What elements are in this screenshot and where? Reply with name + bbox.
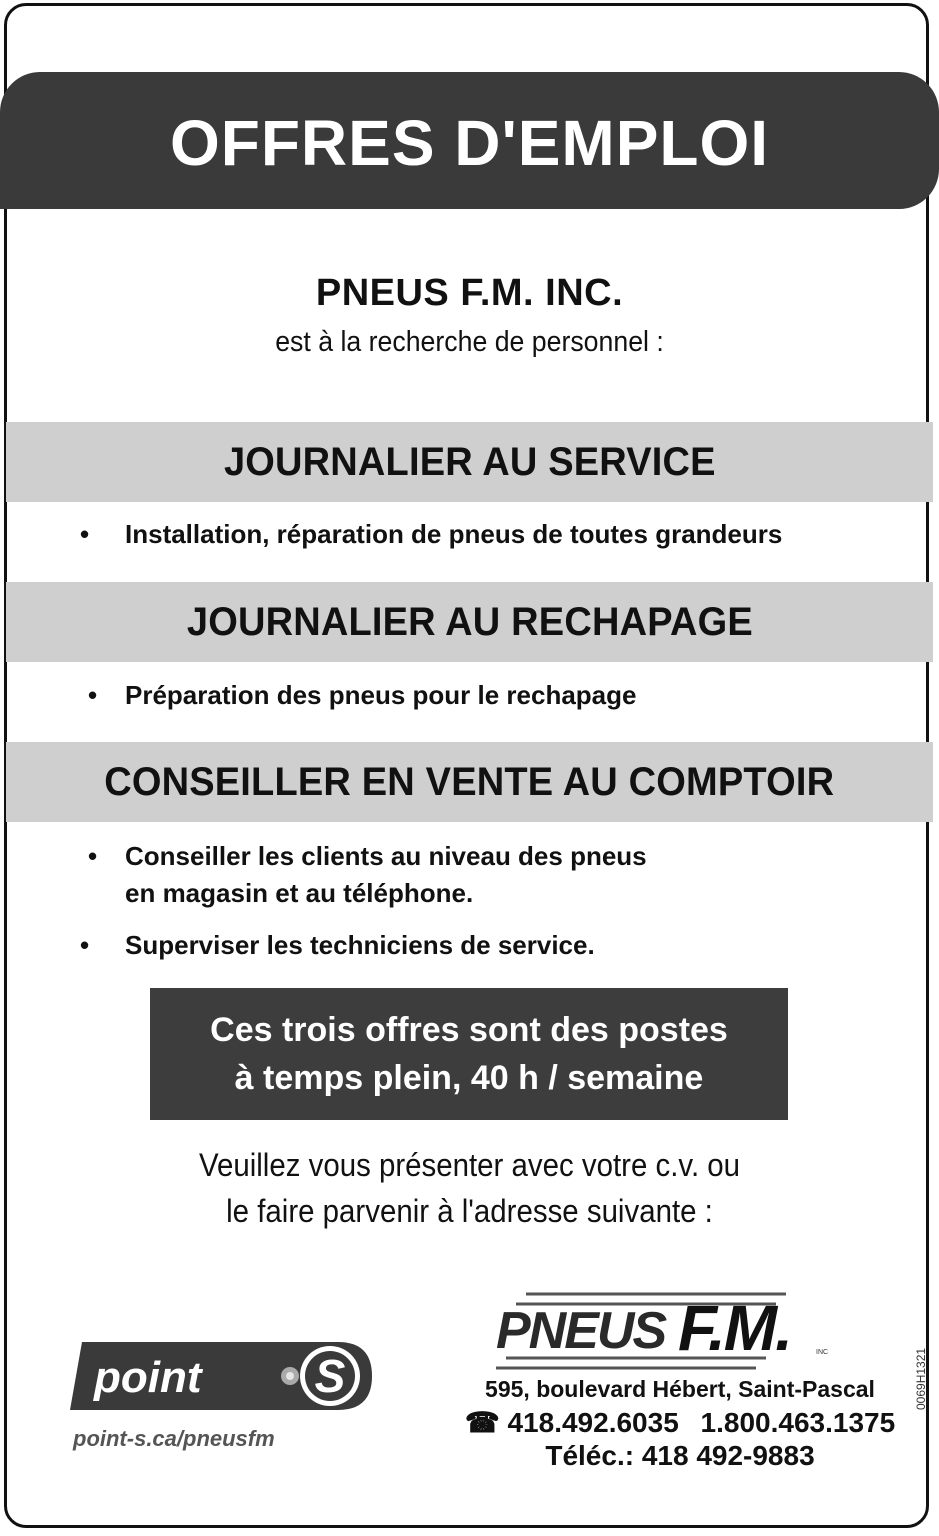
bullet-line: Préparation des pneus pour le rechapage	[125, 680, 637, 710]
fm-inc-mark: INC	[816, 1349, 829, 1356]
position-header-comptoir	[6, 742, 933, 822]
bullet-line: Conseiller les clients au niveau des pneus	[125, 841, 647, 871]
ad-reference-code: 0069H1321	[914, 1347, 928, 1410]
notice-line-1: Ces trois offres sont des postes	[210, 1011, 728, 1049]
phone-icon: ☎	[464, 1407, 500, 1438]
bullet-line: Superviser les techniciens de service.	[125, 930, 595, 960]
page-title: OFFRES D'EMPLOI	[169, 106, 770, 179]
point-s-mark: S	[314, 1350, 346, 1402]
notice-line-2: à temps plein, 40 h / semaine	[234, 1059, 704, 1097]
fm-wordmark: F.M.	[678, 1292, 791, 1364]
header-band	[0, 72, 939, 209]
bullet-icon: •	[80, 930, 90, 960]
company-name: PNEUS F.M. INC.	[315, 272, 624, 314]
company-tagline: est à la recherche de personnel :	[275, 326, 664, 358]
position-title: JOURNALIER AU RECHAPAGE	[186, 599, 753, 644]
bullet-text	[125, 838, 647, 874]
phone-tollfree[interactable]: 1.800.463.1375	[700, 1407, 896, 1438]
bullet-icon: •	[80, 519, 90, 549]
position-header-service	[6, 422, 933, 502]
bullet-line: Installation, réparation de pneus de toutes grandeurs	[125, 519, 783, 549]
position-title: JOURNALIER AU SERVICE	[223, 439, 716, 484]
company-address: 595, boulevard Hébert, Saint-Pascal	[485, 1376, 875, 1402]
website-link[interactable]: point-s.ca/pneusfm	[73, 1426, 275, 1451]
pneus-fm-logo	[486, 1288, 866, 1372]
bullet-icon: •	[88, 680, 98, 710]
position-header-rechapage	[6, 582, 933, 662]
full-time-notice	[150, 988, 788, 1120]
bullet-icon: •	[88, 841, 98, 871]
bullet-text	[125, 516, 782, 552]
fax-number: Téléc.: 418 492-9883	[545, 1440, 815, 1471]
point-s-logo	[68, 1340, 374, 1412]
apply-line-2: le faire parvenir à l'adresse suivante :	[226, 1193, 713, 1229]
phone-numbers	[440, 1406, 920, 1439]
bullet-text-continued	[125, 875, 473, 911]
bullet-line: en magasin et au téléphone.	[125, 878, 474, 908]
point-s-wordmark: point	[94, 1353, 202, 1402]
position-title: CONSEILLER EN VENTE AU COMPTOIR	[104, 759, 835, 804]
bullet-text	[125, 677, 636, 713]
apply-line-1: Veuillez vous présenter avec votre c.v. ou	[198, 1147, 741, 1183]
phone-local[interactable]: 418.492.6035	[507, 1407, 679, 1438]
bullet-text	[125, 927, 595, 963]
pneus-wordmark: PNEUS	[496, 1302, 666, 1360]
